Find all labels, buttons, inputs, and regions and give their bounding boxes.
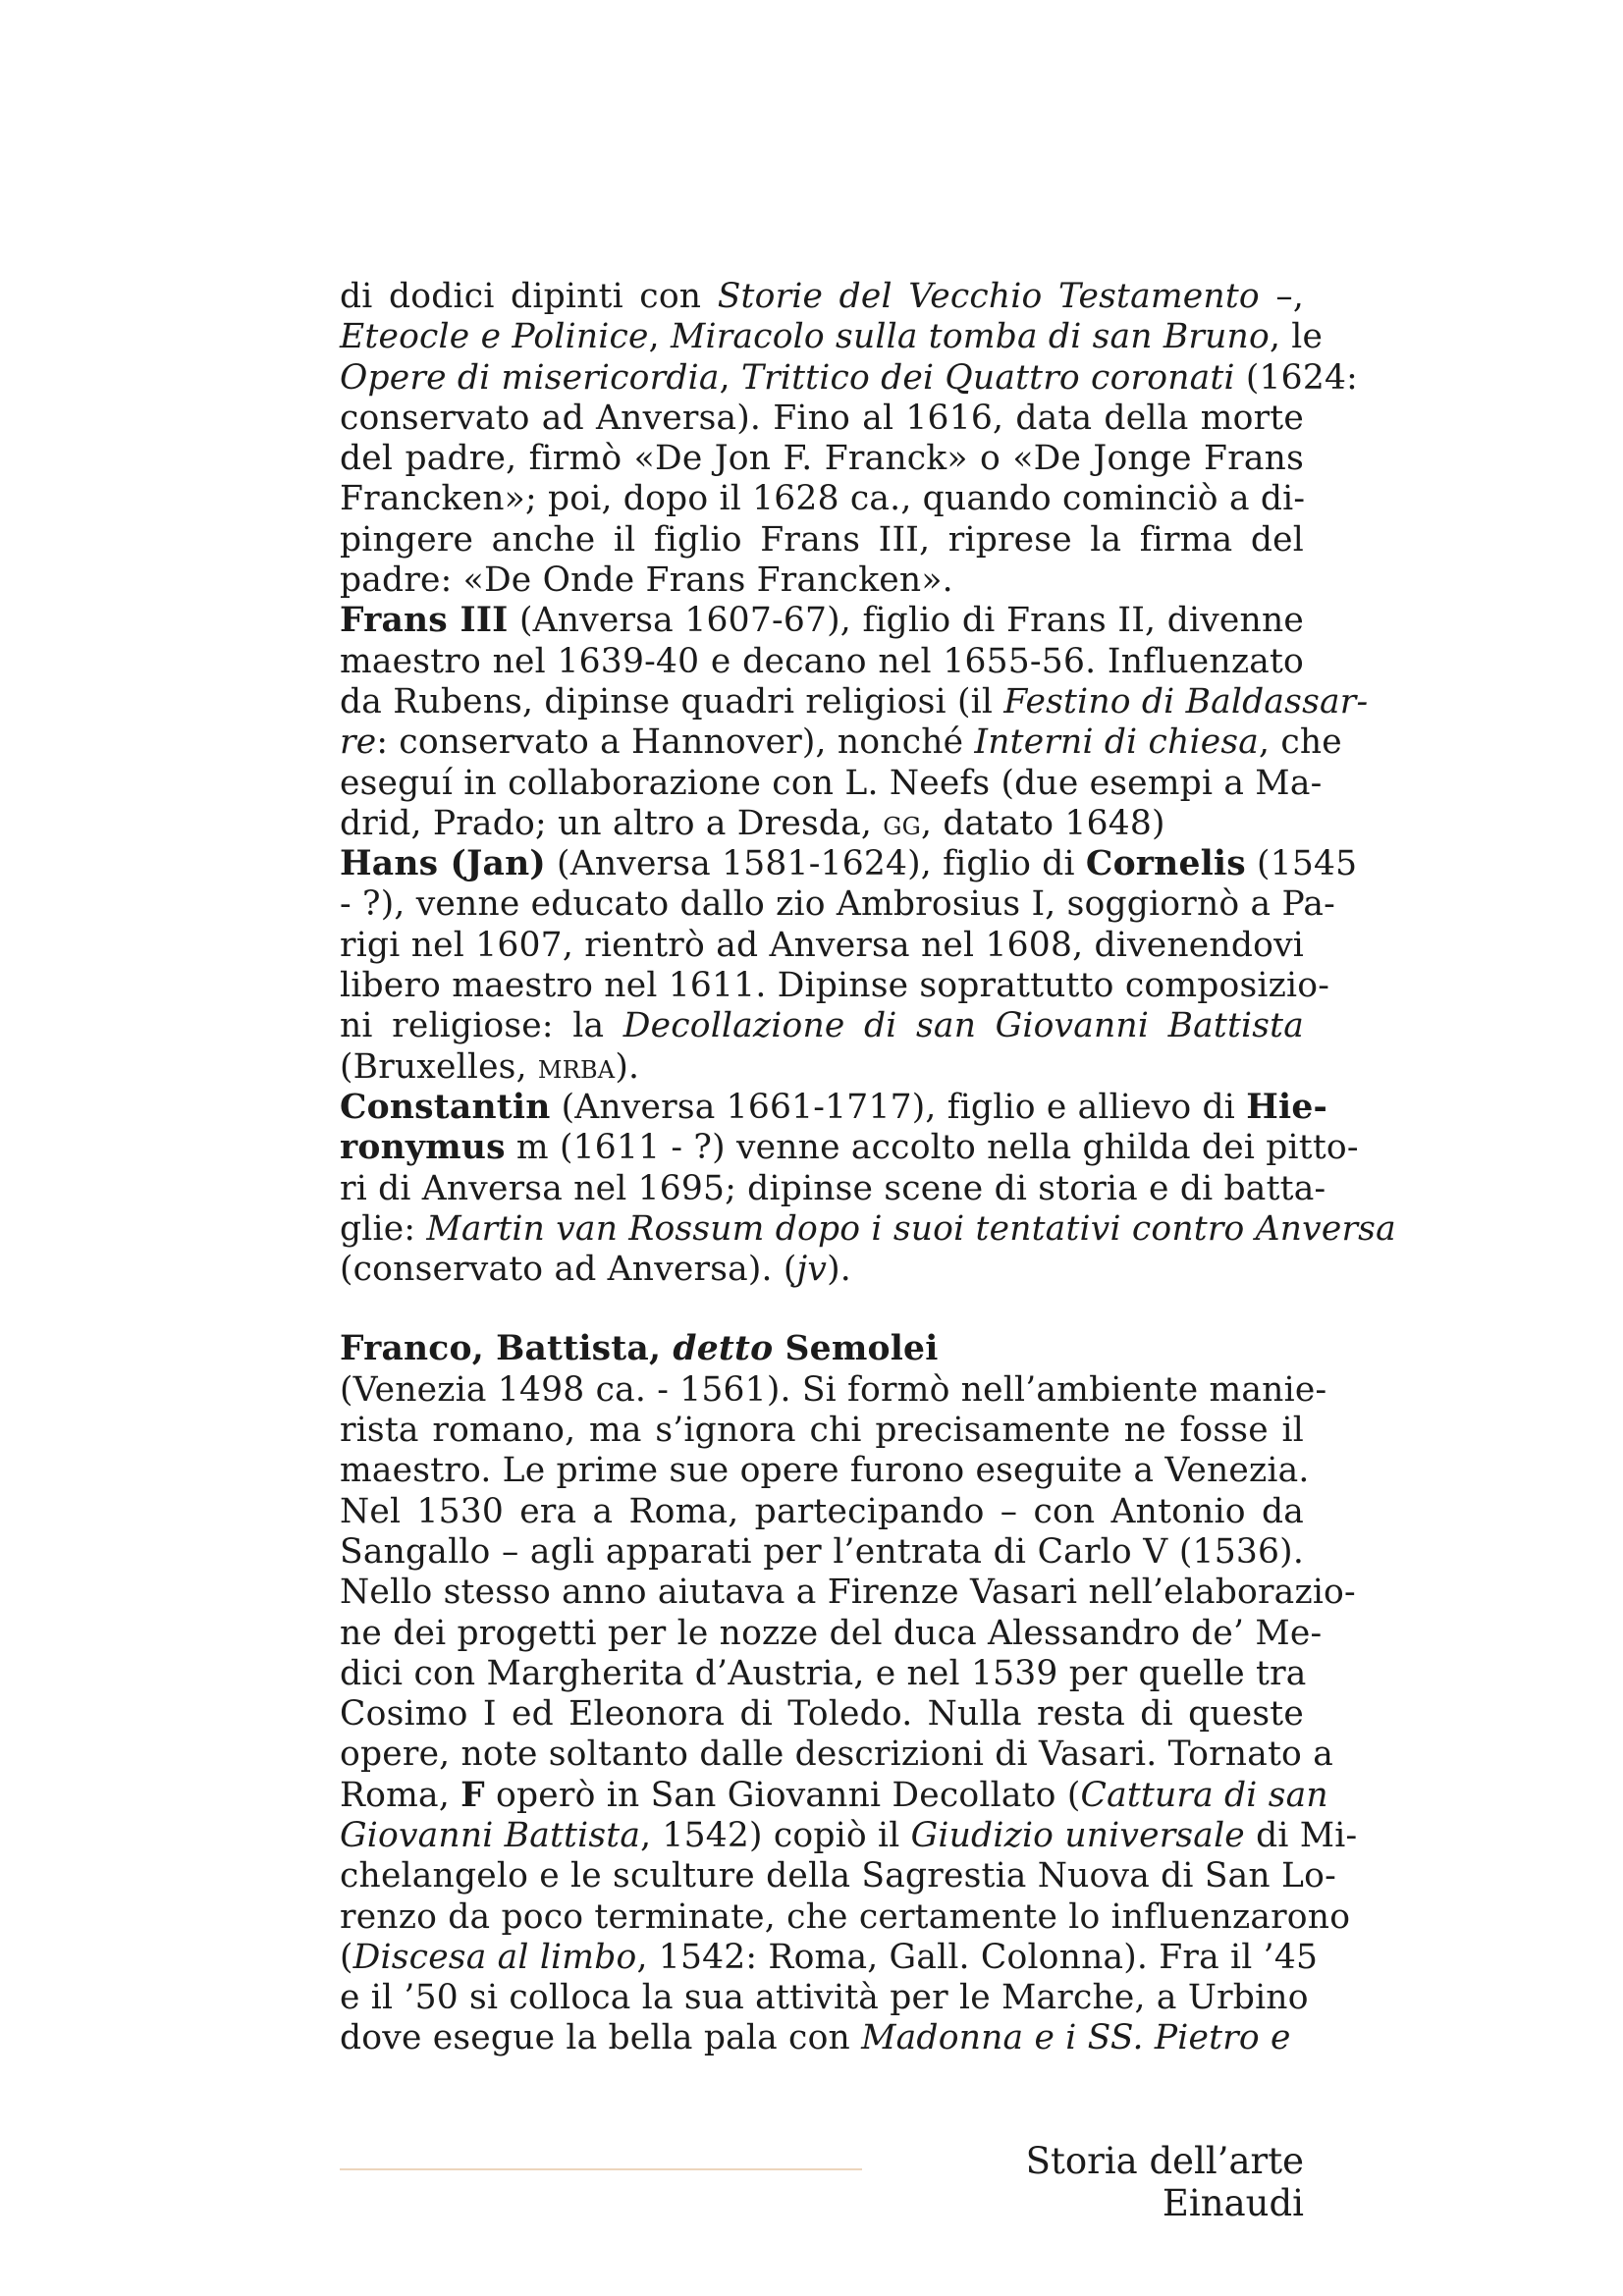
text-run: m (1611 - ?) venne accolto nella ghilda dei pitto-: [505, 1128, 1359, 1168]
text-run: : conservato a Hannover), nonché: [376, 722, 975, 763]
text-run: eseguí in collaborazione con L. Neefs (due esempi a Ma-: [340, 763, 1323, 803]
text-line: [340, 722, 1342, 763]
text-run: rigi nel 1607, rientrò ad Anversa nel 1608, divenendovi: [340, 925, 1304, 965]
text-line: [340, 2018, 1304, 2058]
italic-run: Storie del Vecchio Testamento: [717, 277, 1260, 316]
text-line: [340, 1369, 1327, 1411]
text-run: ri di Anversa nel 1695; dipinse scene di storia e di batta-: [340, 1168, 1326, 1208]
text-run: , che: [1259, 722, 1342, 763]
bold-run: F: [460, 1775, 485, 1815]
text-line: [340, 1815, 1358, 1856]
text-line: [340, 844, 1358, 884]
text-line: [340, 479, 1304, 519]
text-line: [340, 763, 1323, 804]
text-run: Cosimo I ed Eleonora di Toledo. Nulla resta di queste: [340, 1694, 1304, 1735]
text-run: da Rubens, dipinse quadri religiosi (il: [340, 681, 1004, 721]
smallcaps-run: mrba: [537, 1046, 616, 1087]
italic-run: Trittico dei Quattro coronati: [740, 357, 1235, 398]
bold-run: Frans III: [340, 601, 509, 641]
text-run: Semolei: [773, 1329, 939, 1369]
text-line: [340, 1168, 1326, 1209]
text-line: [340, 1047, 1304, 1088]
text-run: Roma,: [340, 1775, 461, 1815]
footer-title: Storia dell’arte Einaudi: [1025, 2140, 1304, 2224]
bold-run: ronymus: [340, 1128, 506, 1168]
text-line: [340, 1775, 1328, 1816]
text-line: [340, 1896, 1351, 1938]
italic-run: jv: [796, 1250, 828, 1290]
text-run: maestro. Le prime sue opere furono eseguite a Venezia.: [340, 1451, 1310, 1491]
text-run: del padre, firmò «De Jon F. Franck» o «De Jonge Frans: [340, 439, 1304, 479]
text-line: [340, 1978, 1309, 2018]
bold-run: Hans (Jan): [340, 844, 546, 884]
text-run: pingere anche il figlio Frans III, riprese la firma del: [340, 519, 1304, 560]
italic-run: Opere di misericordia: [340, 357, 720, 398]
text-line: [340, 1694, 1304, 1735]
text-run: ,: [648, 317, 671, 357]
text-line: [340, 642, 1304, 682]
italic-run: Miracolo sulla tomba di san Bruno: [670, 317, 1270, 357]
text-line: [340, 1735, 1333, 1775]
text-run: Nel 1530 era a Roma, partecipando – con Antonio da: [340, 1491, 1304, 1531]
text-run: (Venezia 1498 ca. - 1561). Si formò nell’ambiente manie-: [340, 1369, 1327, 1410]
text-line: [340, 884, 1335, 925]
text-run: (: [340, 1937, 353, 1977]
text-line: [340, 601, 1304, 641]
text-line: [340, 1006, 1304, 1046]
text-run: ni religiose: la: [340, 1006, 623, 1046]
text-line: [340, 966, 1330, 1006]
text-run: (1545: [1245, 844, 1358, 884]
text-run: opere, note soltanto dalle descrizioni di Vasari. Tornato a: [340, 1735, 1333, 1775]
text-line: [340, 520, 1304, 561]
text-run: dici con Margherita d’Austria, e nel 1539 per quelle tra: [340, 1653, 1307, 1693]
text-run: (Anversa 1607-67), figlio di Frans II, divenne: [508, 601, 1304, 641]
italic-run: Giudizio universale: [910, 1815, 1245, 1855]
italic-run: Eteocle e Polinice: [340, 317, 649, 357]
text-run: ).: [615, 1046, 640, 1087]
footer-rule: [340, 2168, 862, 2170]
text-run: conservato ad Anversa). Fino al 1616, data della morte: [340, 398, 1304, 438]
paragraph-gap: [340, 1290, 1304, 1329]
italic-run: Festino di Baldassar-: [1003, 681, 1369, 721]
text-run: di dodici dipinti con: [340, 277, 718, 316]
text-run: chelangelo e le sculture della Sagrestia Nuova di San Lo-: [340, 1856, 1336, 1896]
italic-run: Martin van Rossum dopo i suoi tentativi contro Anversa: [426, 1208, 1396, 1249]
text-run: –,: [1259, 277, 1304, 316]
italic-run: Decollazione di san Giovanni Battista: [622, 1006, 1304, 1046]
text-line: [340, 1532, 1304, 1573]
text-run: , le: [1269, 317, 1324, 357]
text-run: di Mi-: [1244, 1815, 1358, 1855]
text-line: [340, 277, 1304, 317]
text-run: e il ’50 si colloca la sua attività per le Marche, a Urbino: [340, 1978, 1309, 2018]
text-run: ,: [719, 357, 741, 398]
text-line: [340, 681, 1369, 722]
text-run: - ?), venne educato dallo zio Ambrosius I, soggiornò a Pa-: [340, 884, 1335, 925]
italic-run: re: [340, 722, 377, 763]
text-run: Sangallo – agli apparati per l’entrata di Carlo V (1536).: [340, 1531, 1304, 1572]
text-run: (conservato ad Anversa). (: [340, 1250, 797, 1290]
text-line: [340, 357, 1358, 399]
text-line: [340, 1208, 1396, 1250]
text-run: glie:: [340, 1208, 427, 1249]
text-run: drid, Prado; un altro a Dresda,: [340, 803, 884, 843]
text-line: [340, 1411, 1304, 1451]
text-run: maestro nel 1639-40 e decano nel 1655-56. Influenzato: [340, 641, 1304, 681]
italic-run: Discesa al limbo: [352, 1937, 637, 1977]
text-run: rista romano, ma s’ignora chi precisamente ne fosse il: [340, 1411, 1304, 1451]
text-line: [340, 804, 1304, 844]
text-run: renzo da poco terminate, che certamente lo influenzarono: [340, 1896, 1351, 1937]
body-text: [340, 277, 1396, 2059]
text-line: [340, 1087, 1327, 1128]
text-run: Francken»; poi, dopo il 1628 ca., quando cominciò a di-: [340, 479, 1306, 519]
text-line: [340, 1613, 1323, 1654]
italic-run: Giovanni Battista: [340, 1815, 641, 1855]
text-line: [340, 1492, 1304, 1532]
bold-run: Hie-: [1246, 1087, 1327, 1127]
text-line: [340, 1250, 1304, 1290]
text-line: [340, 439, 1304, 479]
text-run: operò in San Giovanni Decollato (: [484, 1775, 1081, 1815]
text-run: Franco, Battista,: [340, 1329, 674, 1369]
text-line: [340, 1653, 1307, 1694]
italic-run: Interni di chiesa: [974, 722, 1260, 763]
text-line: [340, 561, 1304, 601]
bold-run: Constantin: [340, 1087, 551, 1127]
text-run: (Anversa 1661-1717), figlio e allievo di: [550, 1087, 1247, 1127]
italic-run: Madonna e i SS. Pietro e: [861, 2018, 1291, 2058]
text-run: libero maestro nel 1611. Dipinse soprattutto composizio-: [340, 966, 1330, 1006]
text-line: [340, 1451, 1310, 1491]
entry-heading: [340, 1329, 1304, 1369]
text-run: ne dei progetti per le nozze del duca Alessandro de’ Me-: [340, 1613, 1323, 1653]
text-run: padre: «De Onde Frans Francken».: [340, 561, 953, 601]
text-run: (1624:: [1234, 357, 1358, 398]
text-run: dove esegue la bella pala con: [340, 2018, 862, 2058]
bold-run: Cornelis: [1085, 844, 1246, 884]
text-line: [340, 1573, 1356, 1613]
text-run: Nello stesso anno aiutava a Firenze Vasari nell’elaborazio-: [340, 1573, 1356, 1613]
text-run: (Bruxelles,: [340, 1046, 538, 1087]
text-run: (Anversa 1581-1624), figlio di: [545, 844, 1086, 884]
text-line: [340, 399, 1304, 439]
text-run: , datato 1648): [921, 803, 1165, 843]
italic-run: detto: [673, 1329, 774, 1369]
text-line: [340, 1856, 1336, 1896]
text-run: , 1542: Roma, Gall. Colonna). Fra il ’45: [636, 1937, 1319, 1977]
text-run: , 1542) copiò il: [640, 1815, 911, 1855]
text-line: [340, 1128, 1359, 1168]
text-line: [340, 926, 1304, 966]
italic-run: Cattura di san: [1080, 1775, 1328, 1815]
smallcaps-run: gg: [883, 803, 921, 843]
text-line: [340, 1937, 1319, 1978]
text-line: [340, 317, 1324, 357]
text-run: ).: [827, 1250, 851, 1290]
